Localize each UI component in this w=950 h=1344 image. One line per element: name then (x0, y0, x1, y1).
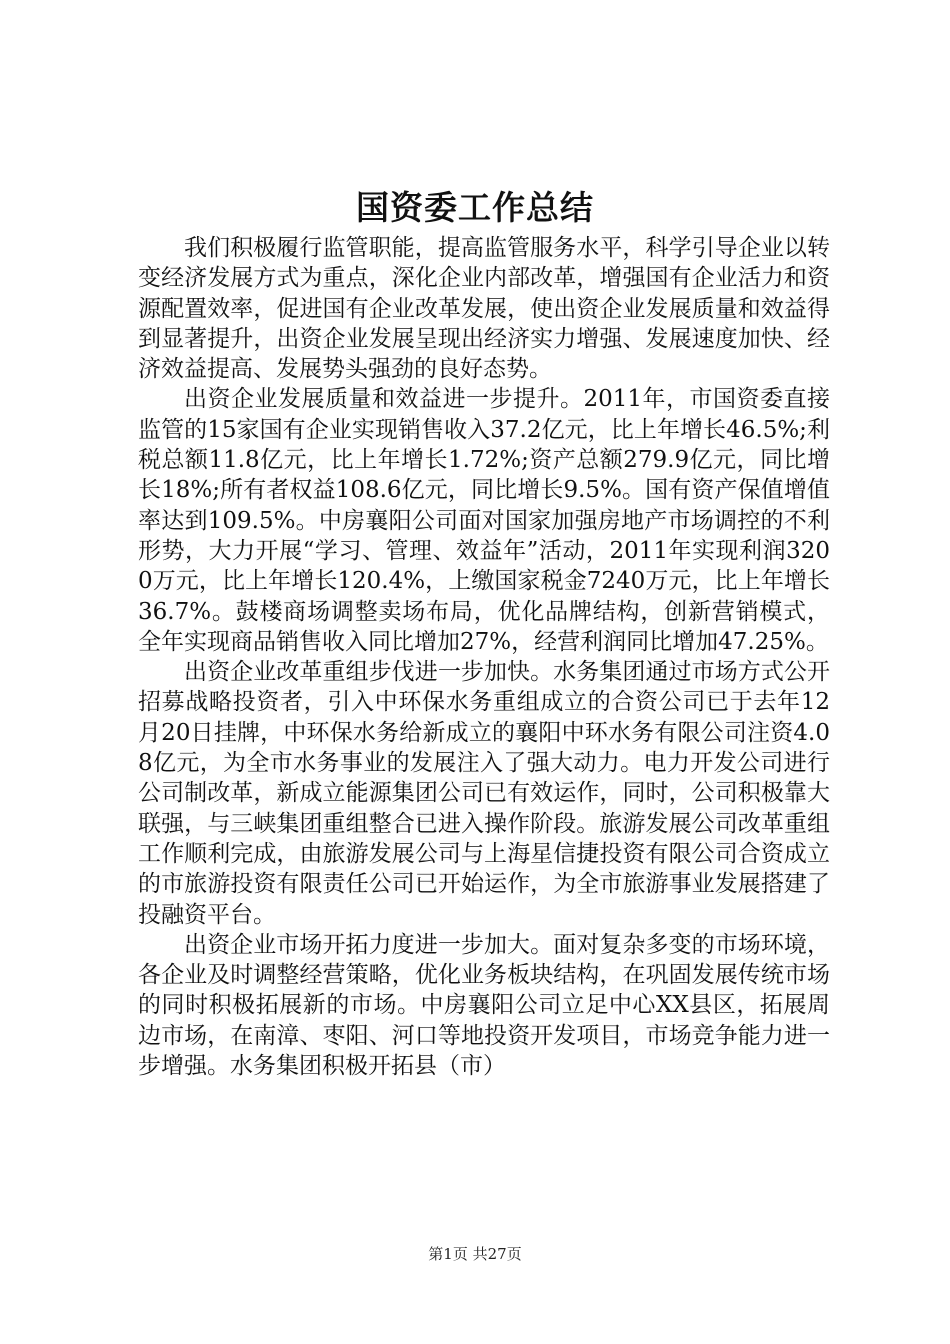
document-body (138, 233, 830, 1081)
paragraph-intro: 我们积极履行监管职能，提高监管服务水平，科学引导企业以转变经济发展方式为重点，深化企业内部改革，增强国有企业活力和资源配置效率，促进国有企业改革发展，使出资企业发展质量和效益得到显著提升，出资企业发展呈现出经济实力增强、发展速度加快、经济效益提高、发展势头强劲的良好态势。 (138, 235, 830, 383)
paragraph-reform-restructuring: 出资企业改革重组步伐进一步加快。水务集团通过市场方式公开招募战略投资者，引入中环保水务重组成立的合资公司已于去年12月20日挂牌，中环保水务给新成立的襄阳中环水务有限公司注资4.08亿元，为全市水务事业的发展注入了强大动力。电力开发公司进行公司制改革，新成立能源集团公司已有效运作，同时，公司积极靠大联强，与三峡集团重组整合已进入操作阶段。旅游发展公司改革重组工作顺利完成，由旅游发展公司与上海星信捷投资有限公司合资成立的市旅游投资有限责任公司已开始运作，为全市旅游事业发展搭建了投融资平台。 (138, 659, 830, 928)
page-footer: 第1页 共27页 (428, 1245, 522, 1263)
document-title: 国资委工作总结 (356, 188, 594, 227)
paragraph-quality-benefit: 出资企业发展质量和效益进一步提升。2011年，市国资委直接监管的15家国有企业实现销售收入37.2亿元，比上年增长46.5%;利税总额11.8亿元，比上年增长1.72%;资产总额279.9亿元，同比增长18%;所有者权益108.6亿元，同比增长9.5%。国有资产保值增值率达到109.5%。中房襄阳公司面对国家加强房地产市场调控的不利形势，大力开展“学习、管理、效益年”活动，2011年实现利润3200万元，比上年增长120.4%，上缴国家税金7240万元，比上年增长36.7%。鼓楼商场调整卖场布局，优化品牌结构，创新营销模式，全年实现商品销售收入同比增加27%，经营利润同比增加47.25%。 (138, 386, 830, 655)
paragraph-market-expansion: 出资企业市场开拓力度进一步加大。面对复杂多变的市场环境，各企业及时调整经营策略，优化业务板块结构，在巩固发展传统市场的同时积极拓展新的市场。中房襄阳公司立足中心XX县区，拓展周边市场，在南漳、枣阳、河口等地投资开发项目，市场竞争能力进一步增强。水务集团积极开拓县（市） (138, 931, 830, 1080)
